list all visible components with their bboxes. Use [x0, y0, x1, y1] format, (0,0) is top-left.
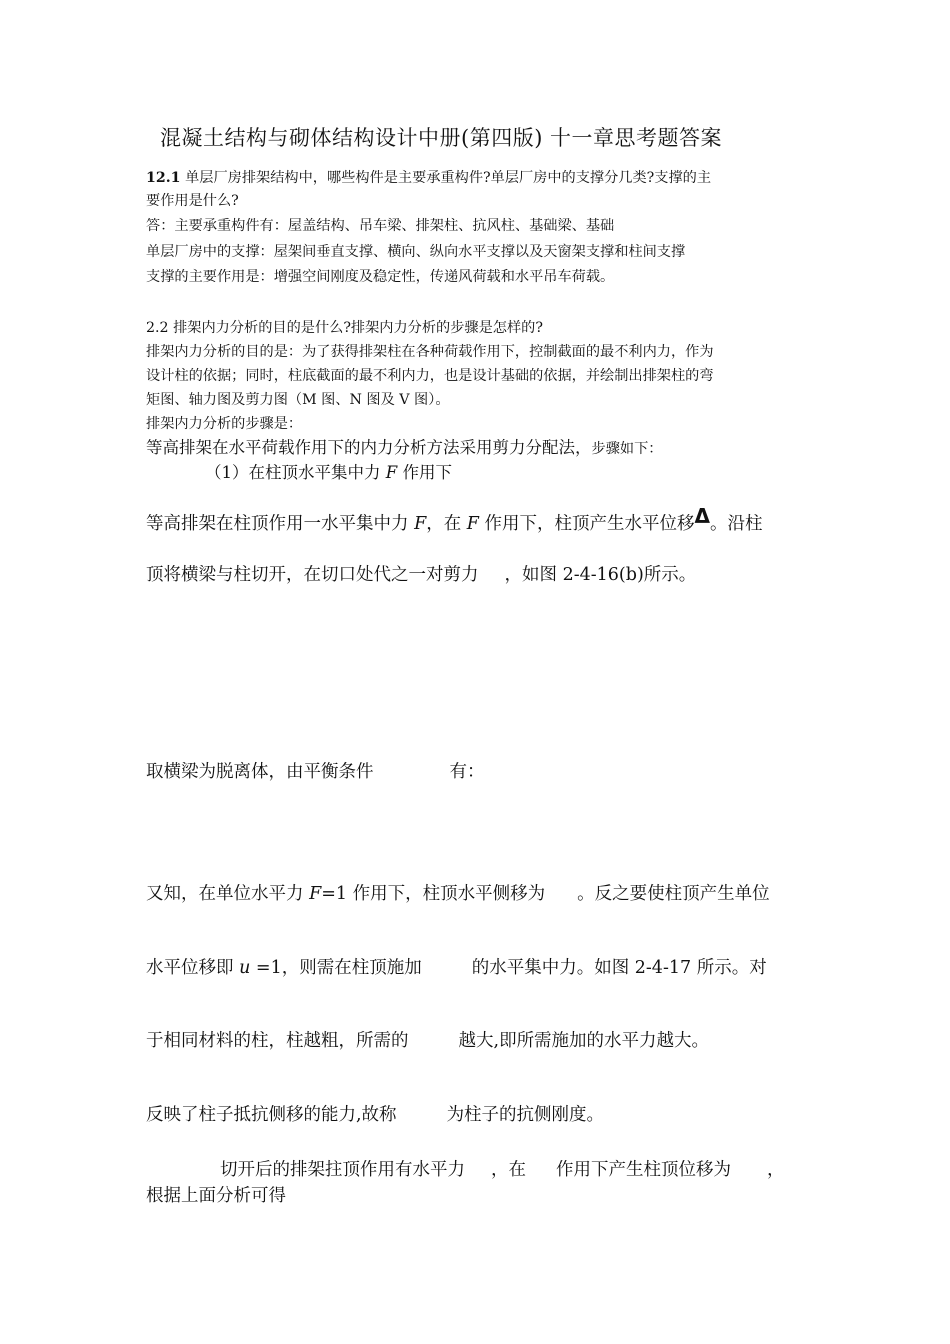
body-line-1-text-a: 等高排架在柱顶作用一水平集中力: [146, 514, 415, 534]
body-line-8-text-c: 作用下产生柱顶位移为: [556, 1160, 731, 1180]
answer-1-line-3: 支撑的主要作用是：增强空间刚度及稳定性，传递风荷载和水平吊车荷载。: [146, 269, 615, 285]
question-1-number: 12.1: [146, 170, 181, 186]
step-1-heading: [205, 462, 452, 484]
body-line-8-text-a: 切开后的排架拄顶作用有水平力: [220, 1160, 465, 1180]
method-line: [146, 437, 662, 459]
step-1-variable: F: [385, 463, 398, 482]
body-line-8-text-b: ，在: [491, 1160, 526, 1180]
body-line-3-text-a: 取横梁为脱离体，由平衡条件: [146, 762, 374, 782]
method-steps-text: 步骤如下：: [591, 441, 663, 457]
answer-2-line-1: 排架内力分析的目的是：为了获得排架柱在各种荷载作用下，控制截面的最不利内力，作为: [146, 344, 714, 360]
variable-f: F: [309, 884, 322, 904]
body-line-5: [146, 956, 767, 980]
body-line-7: [146, 1103, 604, 1127]
steps-label: 排架内力分析的步骤是：: [146, 416, 303, 432]
body-line-1-text-b: ，在: [426, 514, 467, 534]
answer-1-line-1: 答：主要承重构件有：屋盖结构、吊车梁、排架柱、抗风柱、基础梁、基础: [146, 218, 615, 234]
body-line-4-text-b: =1 作用下，柱顶水平侧移为: [321, 884, 546, 904]
body-line-4-text-a: 又知，在单位水平力: [146, 884, 310, 904]
variable-f: F: [466, 514, 479, 534]
body-line-9: 根据上面分析可得: [146, 1186, 286, 1206]
body-line-5-text-b: =1，则需在柱顶施加: [250, 958, 422, 978]
question-1-line-1: [146, 168, 711, 188]
body-line-6-text-b: 越大,即所需施加的水平力越大。: [458, 1031, 710, 1051]
body-line-8: [220, 1158, 785, 1182]
body-line-2-text-b: ，如图 2-4-16(b)所示。: [504, 565, 697, 585]
method-text: 等高排架在水平荷载作用下的内力分析方法采用剪力分配法，: [146, 438, 592, 457]
body-line-1-text-d: 。沿柱: [710, 514, 763, 534]
step-1-suffix: 作用下: [397, 463, 452, 482]
body-line-3: [146, 760, 485, 784]
question-2-heading: 2.2 排架内力分析的目的是什么?排架内力分析的步骤是怎样的?: [146, 320, 543, 336]
body-line-7-text-a: 反映了柱子抵抗侧移的能力,故称: [146, 1105, 397, 1125]
variable-f: F: [414, 514, 427, 534]
step-1-text: （1）在柱顶水平集中力: [205, 463, 386, 482]
body-line-4: [146, 882, 770, 906]
body-line-5-text-a: 水平位移即: [146, 958, 240, 978]
body-line-2-text-a: 顶将横梁与柱切开，在切口处代之一对剪力: [146, 565, 479, 585]
variable-u: u: [239, 958, 251, 978]
delta-symbol: Δ: [694, 504, 710, 528]
answer-1-line-2: 单层厂房中的支撑：屋架间垂直支撑、横向、纵向水平支撑以及天窗架支撑和柱间支撑: [146, 244, 686, 260]
question-1-line-2: 要作用是什么?: [146, 193, 239, 209]
page-title: 混凝土结构与砌体结构设计中册(第四版) 十一章思考题答案: [160, 126, 723, 150]
question-1-text: 单层厂房排架结构中，哪些构件是主要承重构件?单层厂房中的支撑分几类?支撑的主: [180, 170, 712, 186]
body-line-8-text-d: ，: [767, 1160, 785, 1180]
body-line-3-text-b: 有：: [449, 762, 485, 782]
body-line-7-text-b: 为柱子的抗侧刚度。: [446, 1105, 605, 1125]
answer-2-line-3: 矩图、轴力图及剪力图（M 图、N 图及 V 图）。: [146, 392, 450, 408]
body-line-1-text-c: 作用下，柱顶产生水平位移: [478, 514, 695, 534]
body-line-1: [146, 504, 763, 536]
answer-2-line-2: 设计柱的依据；同时，柱底截面的最不利内力，也是设计基础的依据，并绘制出排架柱的弯: [146, 368, 714, 384]
body-line-5-text-c: 的水平集中力。如图 2-4-17 所示。对: [471, 958, 767, 978]
body-line-4-text-c: 。反之要使柱顶产生单位: [577, 884, 770, 904]
body-line-6: [146, 1029, 709, 1053]
body-line-6-text-a: 于相同材料的柱，柱越粗，所需的: [146, 1031, 409, 1051]
body-line-2: [146, 563, 696, 587]
